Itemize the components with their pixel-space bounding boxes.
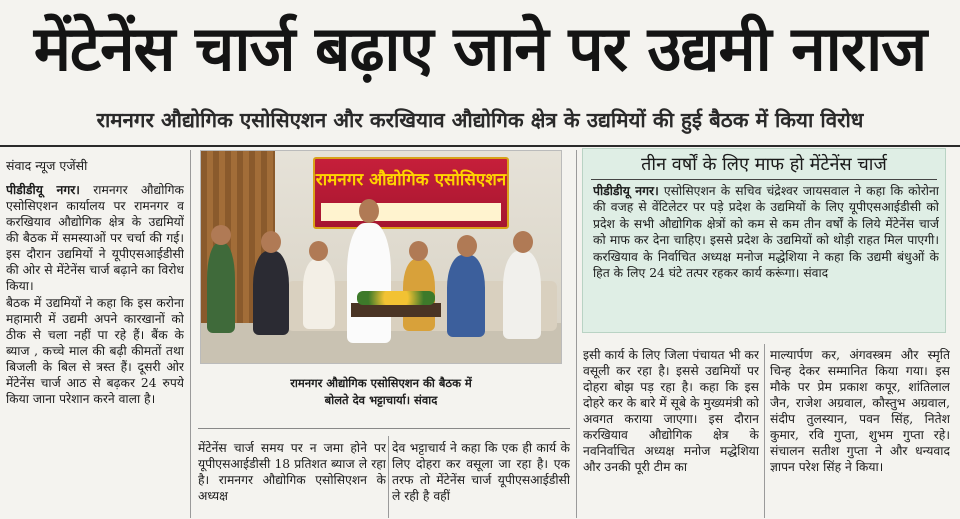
left-paragraph-1-text: रामनगर औद्योगिक एसोसिएशन कार्यालय पर रामनगर व करखियाव औद्योगिक क्षेत्र के उद्यमियों की बैठक में समस्याओं पर चर्चा की गई। इस दौरान उद्यमियों ने यूपीएसआईडीसी की ओर से मेंटेनेंस चार्ज बढ़ाने का विरोध किया। <box>6 183 184 293</box>
middle-column-3-text: इसी कार्य के लिए जिला पंचायत भी कर वसूली कर रहा है। इससे उद्यमियों पर दोहरा बोझ पड़ रहा है। कहा कि इस दोहरे कर के बारे में सूबे के मुख्यमंत्री को अवगत कराया जाएगा। इस दौरान करखियाव औद्योगिक क्षेत्र के नवनिर्वाचित अध्यक्ष मनोज मद्धेशिया और उनकी पूरी टीम का <box>583 348 759 474</box>
person-speaker-head <box>359 199 379 223</box>
caption-line-1: रामनगर औद्योगिक एसोसिएशन की बैठक में <box>290 376 472 390</box>
subheadline: रामनगर औद्योगिक एसोसिएशन और करखियाव औद्योगिक क्षेत्र के उद्यमियों की हुई बैठक में किया विरोध <box>96 108 864 132</box>
person-5 <box>447 255 485 337</box>
banner-strip <box>321 203 501 221</box>
caption-line-2: बोलते देव भट्टाचार्या। संवाद <box>324 393 438 407</box>
box-body <box>593 183 939 329</box>
left-paragraph-2: बैठक में उद्यमियों ने कहा कि इस करोना महामारी में उद्यमी अपने कारखानों को ठीक से चला नहीं पा रहे हैं। बैंक के ब्याज , कच्चे माल की बढ़ी कीमतों तथा बिजली के बिल से त्रस्त हैं। दूसरी ओर मेंटेनेंस चार्ज आठ से बढ़कर 24 रुपये किया जाना परेशान करने वाला है। <box>6 296 184 406</box>
middle-column-1 <box>198 440 386 519</box>
right-column-text: माल्यार्पण कर, अंगवस्त्रम और स्मृति चिन्ह देकर सम्मानित किया गया। इस मौके पर प्रेम प्रकाश कपूर, शांतिलाल जैन, राजेश अग्रवाल, कौस्तुभ अग्रवाल, संदीप तुलस्यान, पवन सिंह, नितेश कुमार, रवि गुप्ता, शुभम गुप्ता रहे। संचालन सतीश गुप्ता ने और धन्यवाद ज्ञापन परेश सिंह ने किया। <box>770 348 950 474</box>
headline: मेंटेनेंस चार्ज बढ़ाए जाने पर उद्यमी नाराज <box>33 12 927 85</box>
person-2-head <box>261 231 281 253</box>
person-6-head <box>513 231 533 253</box>
left-paragraph-1 <box>6 182 184 294</box>
person-3 <box>303 259 335 329</box>
box-title-rule <box>591 179 937 180</box>
person-6 <box>503 251 541 339</box>
photo-flowers <box>357 291 435 305</box>
left-column <box>6 158 184 518</box>
box-dateline: पीडीडीयू नगर। <box>593 183 659 198</box>
middle-column-1-text: मेंटेनेंस चार्ज समय पर न जमा होने पर यूपीएसआईडीसी 18 प्रतिशत ब्याज ले रहा है। रामनगर औद्योगिक एसोसिएशन के अध्यक्ष <box>198 441 386 503</box>
right-column <box>770 347 950 519</box>
photo-caption <box>200 368 562 418</box>
highlight-box <box>582 148 946 333</box>
person-1 <box>207 243 235 333</box>
dateline: पीडीडीयू नगर। <box>6 182 80 197</box>
column-divider-1 <box>190 150 191 518</box>
middle-column-2 <box>392 440 570 519</box>
box-title: तीन वर्षों के लिए माफ हो मेंटेनेंस चार्ज <box>641 154 887 175</box>
banner-text: रामनगर औद्योगिक एसोसिएशन <box>315 170 507 190</box>
photo-table <box>351 303 441 317</box>
person-5-head <box>457 235 477 257</box>
news-photo <box>200 150 562 364</box>
column-divider-3 <box>576 150 577 518</box>
middle-column-2-text: देव भट्टाचार्य ने कहा कि एक ही कार्य के लिए दोहरा कर वसूला जा रहा है। एक तरफ तो मेंटेनेंस चार्ज यूपीएसआईडीसी ले रही है वहीं <box>392 441 570 503</box>
middle-column-3 <box>583 347 759 519</box>
caption-rule <box>198 428 570 429</box>
box-text: एसोसिएशन के सचिव चंद्रेश्वर जायसवाल ने कहा कि कोरोना की वजह से वेंटिलेटर पर पड़े प्रदेश के उद्यमियों के लिए यूपीएसआईडीसी को प्रदेश के सभी औद्योगिक क्षेत्रों को कम से कम तीन वर्षों के लिये मेंटेनेंस चार्ज को माफ कर देना चाहिए। इससे प्रदेश के उद्यमियों को थोड़ी राहत मिल पाएगी। करखियाव के निर्वाचित अध्यक्ष मनोज मद्धेशिया ने कहा कि उद्यमी बंधुओं के हित के लिए 24 घंटे तत्पर रहकर कार्य करूंगा। संवाद <box>593 184 939 281</box>
column-divider-4 <box>764 344 765 518</box>
column-divider-2 <box>388 436 389 518</box>
agency-byline: संवाद न्यूज एजेंसी <box>6 158 88 173</box>
person-2 <box>253 251 289 335</box>
photo-banner <box>313 157 509 229</box>
person-3-head <box>309 241 328 261</box>
person-1-head <box>211 225 231 245</box>
header-rule <box>0 145 960 147</box>
person-4-head <box>409 241 428 261</box>
person-speaker <box>347 223 391 343</box>
